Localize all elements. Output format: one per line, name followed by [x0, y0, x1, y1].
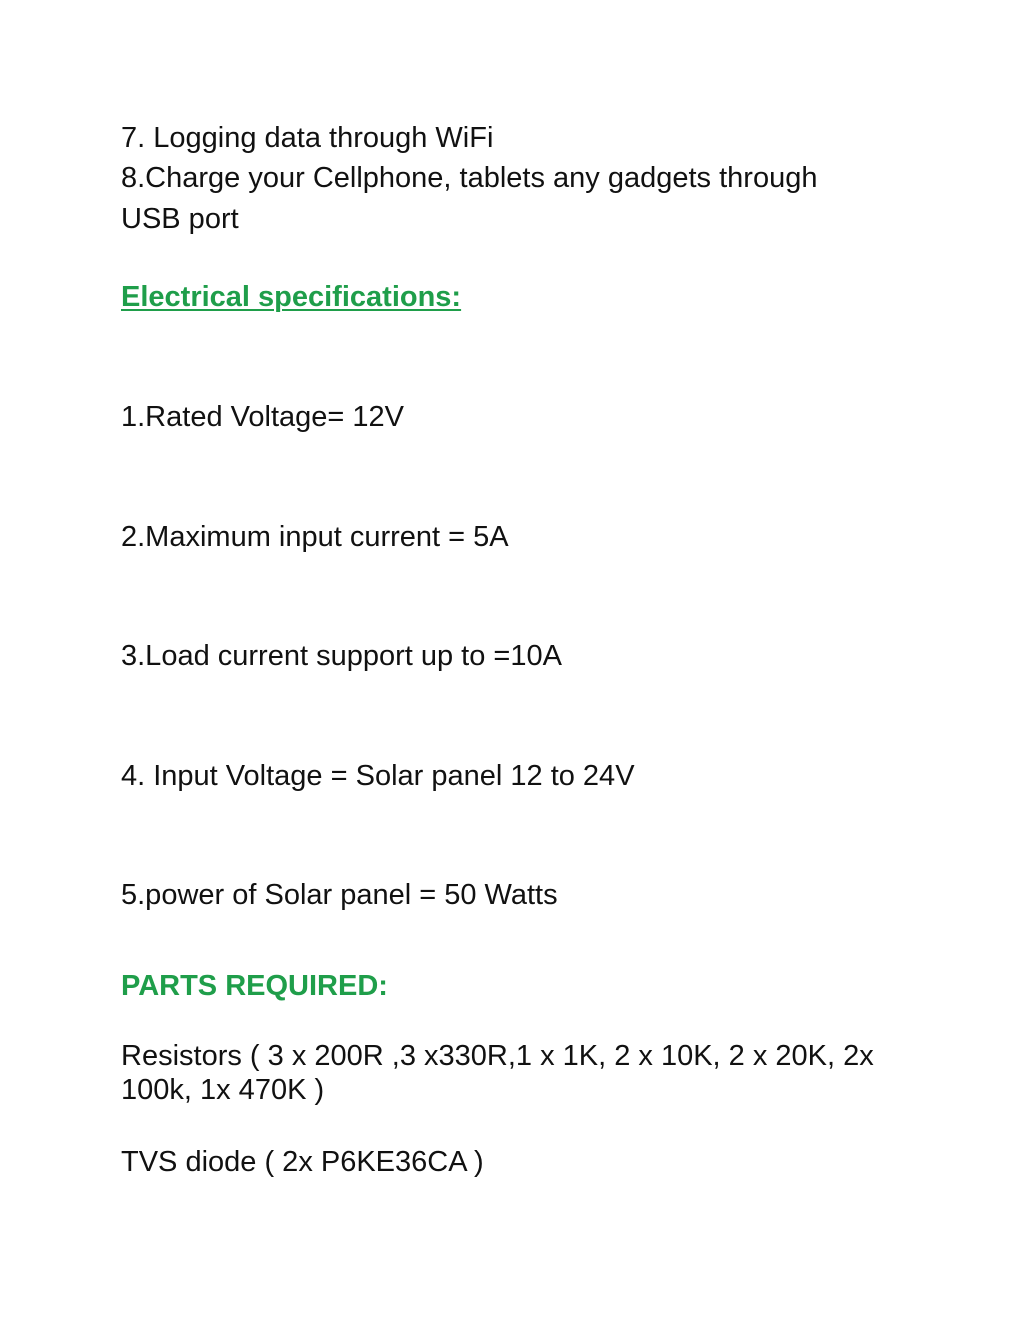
feature-item-charging: 8.Charge your Cellphone, tablets any gadgets through	[121, 162, 818, 194]
spec-item-input-voltage: 4. Input Voltage = Solar panel 12 to 24V	[121, 760, 635, 792]
parts-tvs-diode: TVS diode ( 2x P6KE36CA )	[121, 1146, 484, 1178]
parts-required-heading: PARTS REQUIRED:	[121, 970, 388, 1002]
feature-item-logging: 7. Logging data through WiFi	[121, 122, 494, 154]
parts-resistors-line-2: 100k, 1x 470K )	[121, 1074, 325, 1106]
electrical-specifications-heading: Electrical specifications:	[121, 281, 462, 313]
spec-item-load-current: 3.Load current support up to =10A	[121, 640, 562, 672]
spec-item-max-input-current: 2.Maximum input current = 5A	[121, 521, 509, 553]
spec-item-rated-voltage: 1.Rated Voltage= 12V	[121, 401, 404, 433]
spec-item-solar-power: 5.power of Solar panel = 50 Watts	[121, 879, 558, 911]
parts-resistors-line-1: Resistors ( 3 x 200R ,3 x330R,1 x 1K, 2 x 10K, 2 x 20K, 2x	[121, 1040, 874, 1072]
feature-item-charging-continued: USB port	[121, 203, 239, 235]
